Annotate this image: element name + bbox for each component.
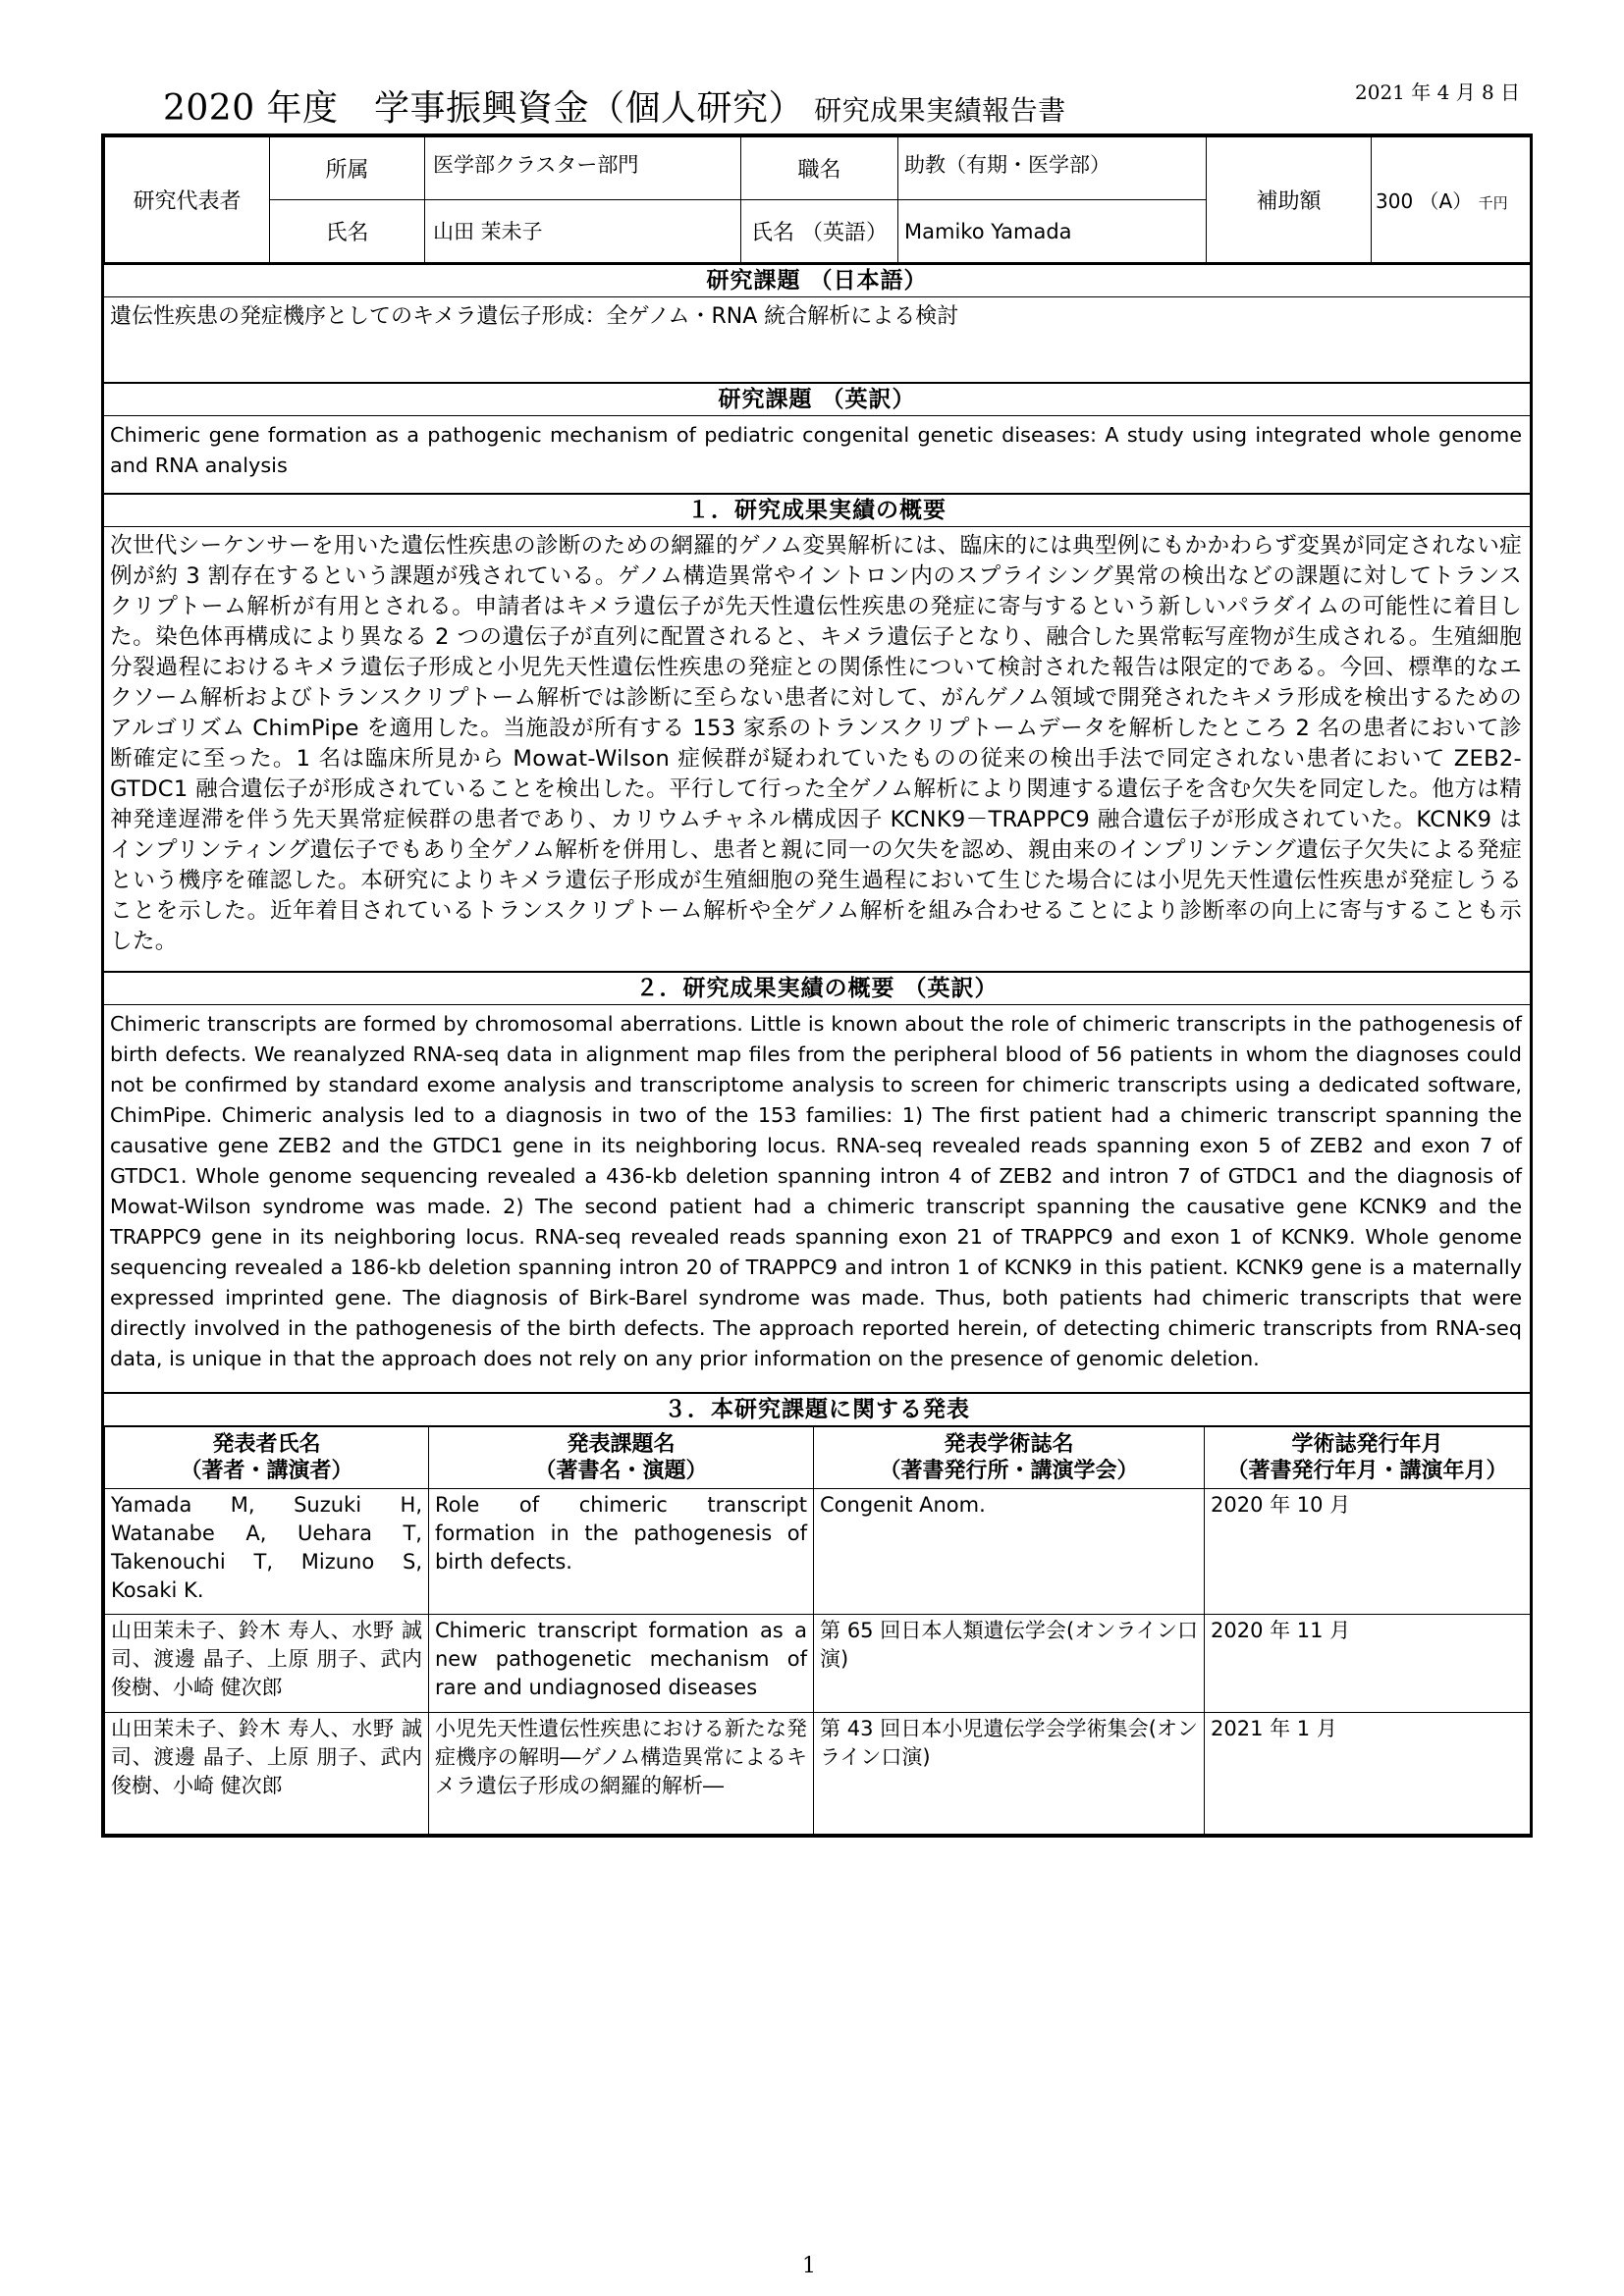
table-row: [105, 1615, 1531, 1713]
representative-label: 研究代表者: [105, 137, 270, 263]
grant-unit: 千円: [1478, 194, 1508, 212]
name-label: 氏名: [270, 200, 425, 263]
grant-amount: [1372, 137, 1531, 263]
column-header: 発表課題名 （著書名・演題）: [429, 1427, 814, 1489]
topic-ja-heading: 研究課題 （日本語）: [104, 263, 1530, 297]
info-table: [104, 136, 1531, 263]
position-label: 職名: [741, 137, 898, 200]
column-header: 学術誌発行年月 （著書発行年月・講演年月）: [1205, 1427, 1531, 1489]
pub-title: Chimeric transcript formation as a new pathogenetic mechanism of rare and undiagnosed diseases: [429, 1615, 814, 1713]
name-en-value: Mamiko Yamada: [898, 200, 1207, 263]
pub-venue: 第 65 回日本人類遺伝学会(オンライン口演): [814, 1615, 1205, 1713]
table-row: [105, 1713, 1531, 1835]
column-header: 発表者氏名 （著者・講演者）: [105, 1427, 429, 1489]
pub-authors: Yamada M, Suzuki H, Watanabe A, Uehara T, Takenouchi T, Mizuno S, Kosaki K.: [105, 1489, 429, 1615]
topic-en-text: Chimeric gene formation as a pathogenic mechanism of pediatric congenital genetic diseases: A study using integrated whole genome and RNA analysis: [110, 423, 1522, 477]
pub-date: 2021 年 1 月: [1205, 1713, 1531, 1835]
pub-venue: Congenit Anom.: [814, 1489, 1205, 1615]
grant-label: 補助額: [1207, 137, 1372, 263]
pub-date: 2020 年 10 月: [1205, 1489, 1531, 1615]
table-row: [105, 1489, 1531, 1615]
summary-en-heading: ２．研究成果実績の概要 （英訳）: [104, 971, 1530, 1005]
pub-venue: 第 43 回日本小児遺伝学会学術集会(オンライン口演): [814, 1713, 1205, 1835]
summary-ja-heading: １．研究成果実績の概要: [104, 493, 1530, 527]
report-subtitle: 研究成果実績報告書: [814, 94, 1066, 127]
topic-ja-text: 遺伝性疾患の発症機序としてのキメラ遺伝子形成：全ゲノム・RNA 統合解析による検討: [110, 304, 959, 329]
grant-value: 300 （A）: [1376, 189, 1479, 213]
publications-heading: ３．本研究課題に関する発表: [104, 1392, 1530, 1426]
name-en-label: 氏名 （英語）: [741, 200, 898, 263]
pub-authors: 山田茉未子、鈴木 寿人、水野 誠司、渡邊 晶子、上原 朋子、武内 俊樹、小崎 健次郎: [105, 1713, 429, 1835]
page-number: 1: [802, 2254, 816, 2278]
position-value: 助教（有期・医学部）: [898, 137, 1207, 200]
pub-date: 2020 年 11 月: [1205, 1615, 1531, 1713]
affiliation-value: 医学部クラスター部門: [425, 137, 741, 200]
publications-table: [104, 1426, 1531, 1835]
pub-title: 小児先天性遺伝性疾患における新たな発症機序の解明―ゲノム構造異常によるキメラ遺伝子形成の網羅的解析―: [429, 1713, 814, 1835]
publications-header-row: [105, 1427, 1531, 1489]
pub-title: Role of chimeric transcript formation in the pathogenesis of birth defects.: [429, 1489, 814, 1615]
summary-en-text: Chimeric transcripts are formed by chromosomal aberrations. Little is known about the role of chimeric transcripts in the pathogenesis of birth defects. We reanalyzed RNA-seq data in alignment map files from the peripheral blood of 56 patients in whom the diagnoses could not be confirmed by standard exome analysis and transcriptome analysis to screen for chimeric transcripts using a dedicated software, ChimPipe. Chimeric analysis led to a diagnosis in two of the 153 families: 1) The first patient had a chimeric transcript spanning the causative gene ZEB2 and the GTDC1 gene in its neighboring locus. RNA-seq revealed reads spanning exon 5 of ZEB2 and exon 7 of GTDC1. Whole genome sequencing revealed a 436-kb deletion spanning intron 4 of ZEB2 and intron 7 of GTDC1 and the diagnosis of Mowat-Wilson syndrome was made. 2) The second patient had a chimeric transcript spanning the causative gene KCNK9 and the TRAPPC9 gene in its neighboring locus. RNA-seq revealed reads spanning exon 21 of TRAPPC9 and exon 1 of KCNK9. Whole genome sequencing revealed a 186-kb deletion spanning intron 20 of TRAPPC9 and intron 1 of KCNK9 in this patient. KCNK9 gene is a maternally expressed imprinted gene. The diagnosis of Birk-Barel syndrome was made. Thus, both patients had chimeric transcripts that were directly involved in the pathogenesis of the birth defects. The approach reported herein, of detecting chimeric transcripts from RNA-seq data, is unique in that the approach does not rely on any prior information on the presence of genomic deletion.: [110, 1012, 1522, 1370]
report-title: 2020 年度 学事振興資金（個人研究）: [163, 88, 805, 129]
page-title: [163, 80, 1066, 131]
affiliation-label: 所属: [270, 137, 425, 200]
topic-en-heading: 研究課題 （英訳）: [104, 382, 1530, 416]
name-value: 山田 茉未子: [425, 200, 741, 263]
report-form: [101, 133, 1533, 1838]
report-date: 2021 年 4 月 8 日: [1355, 80, 1521, 104]
summary-ja-text: 次世代シーケンサーを用いた遺伝性疾患の診断のための網羅的ゲノム変異解析には、臨床的には典型例にもかかわらず変異が同定されない症例が約 3 割存在するという課題が残されている。ゲノム構造異常やイントロン内のスプライシング異常の検出などの課題に対してトランスクリプトーム解析が有用とされる。申請者はキメラ遺伝子が先天性遺伝性疾患の発症に寄与するという新しいパラダイムの可能性に着目した。染色体再構成により異なる 2 つの遺伝子が直列に配置されると、キメラ遺伝子となり、融合した異常転写産物が生成される。生殖細胞分裂過程におけるキメラ遺伝子形成と小児先天性遺伝性疾患の発症との関係性について検討された報告は限定的である。今回、標準的なエクソーム解析およびトランスクリプトーム解析では診断に至らない患者に対して、がんゲノム領域で開発されたキメラ形成を検出するためのアルゴリズム ChimPipe を適用した。当施設が所有する 153 家系のトランスクリプトームデータを解析したところ 2 名の患者において診断確定に至った。1 名は臨床所見から Mowat-Wilson 症候群が疑われていたものの従来の検出手法で同定されない患者において ZEB2-GTDC1 融合遺伝子が形成されていることを検出した。平行して行った全ゲノム解析により関連する遺伝子を含む欠失を同定した。他方は精神発達遅滞を伴う先天異常症候群の患者であり、カリウムチャネル構成因子 KCNK9－TRAPPC9 融合遺伝子が形成されていた。KCNK9 はインプリンティング遺伝子でもあり全ゲノム解析を併用し、患者と親に同一の欠失を認め、親由来のインプリンテング遺伝子欠失による発症という機序を確認した。本研究によりキメラ遺伝子形成が生殖細胞の発生過程において生じた場合には小児先天性遺伝性疾患が発症しうることを示した。近年着目されているトランスクリプトーム解析や全ゲノム解析を組み合わせることにより診断率の向上に寄与することも示した。: [110, 533, 1523, 954]
pub-authors: 山田茉未子、鈴木 寿人、水野 誠司、渡邊 晶子、上原 朋子、武内 俊樹、小崎 健次郎: [105, 1615, 429, 1713]
column-header: 発表学術誌名 （著書発行所・講演学会）: [814, 1427, 1205, 1489]
